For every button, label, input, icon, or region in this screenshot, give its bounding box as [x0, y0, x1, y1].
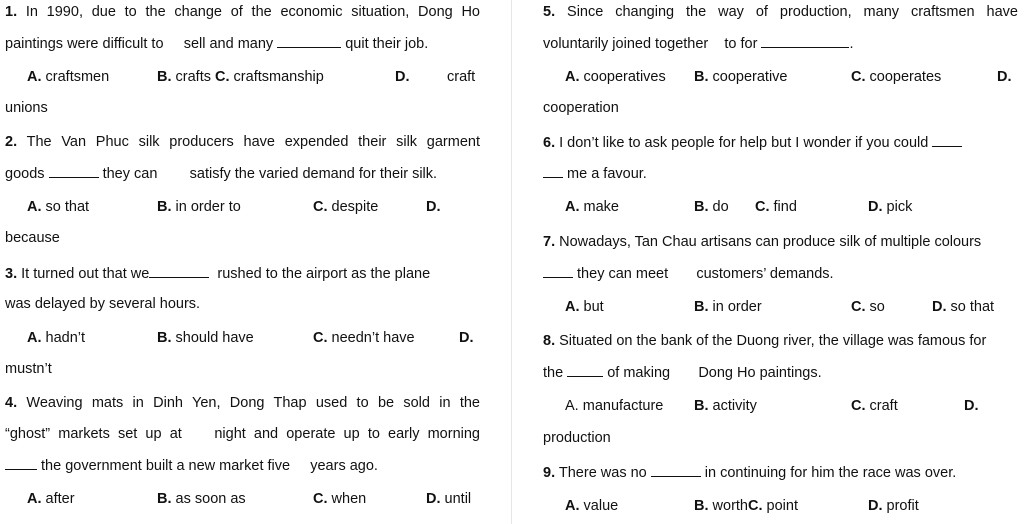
- question-6-line-2: [543, 163, 647, 183]
- option-d-wrap: unions: [5, 100, 48, 116]
- option-c: C. when: [313, 491, 367, 507]
- question-number: 2.: [5, 134, 18, 150]
- question-8-line-2: [543, 362, 822, 382]
- question-text: It turned out that we: [21, 266, 150, 282]
- answer-blank: [543, 263, 573, 278]
- option-d: D.: [459, 330, 474, 346]
- question-text: .: [849, 36, 854, 52]
- question-number: 9.: [543, 465, 556, 481]
- question-text: me a favour.: [567, 166, 647, 182]
- question-7-line-1: [543, 232, 981, 252]
- option-c: C. cooperates: [851, 69, 942, 85]
- answer-blank: [932, 132, 962, 147]
- question-text: years ago.: [310, 458, 378, 474]
- question-text: sell and many: [183, 36, 274, 52]
- question-4-line-2: [5, 424, 480, 444]
- option-c-text: craftsmanship: [233, 69, 324, 85]
- option-d: D. so that: [932, 299, 995, 315]
- question-text: Dong Ho paintings.: [698, 365, 822, 381]
- question-5-line-1: [543, 2, 1018, 22]
- question-number: 7.: [543, 234, 556, 250]
- question-text: in continuing for him the race was over.: [704, 465, 957, 481]
- question-text: paintings were difficult to: [5, 36, 164, 52]
- question-2-line-2: [5, 163, 437, 183]
- option-d: D.: [395, 69, 410, 85]
- option-b: B. do: [694, 199, 729, 215]
- question-text: goods: [5, 166, 45, 182]
- question-text: night and operate up to early morning: [214, 426, 480, 442]
- option-a: A. value: [565, 498, 619, 514]
- answer-blank: [149, 263, 209, 278]
- option-a: A. cooperatives: [565, 69, 666, 85]
- answer-blank: [49, 163, 99, 178]
- question-text: the government built a new market five: [41, 458, 291, 474]
- question-1-line-2: [5, 33, 428, 53]
- question-2-line-1: [5, 132, 480, 152]
- question-text: was delayed by several hours.: [5, 296, 201, 312]
- question-3-line-1: [5, 263, 430, 283]
- option-d-wrap: production: [543, 430, 611, 446]
- option-c-key: C.: [215, 69, 230, 85]
- answer-blank: [543, 163, 563, 178]
- question-text: I don’t like to ask people for help but I wonder if you could: [559, 135, 929, 151]
- question-5-line-2: [543, 33, 853, 53]
- option-d-wrap: because: [5, 230, 60, 246]
- question-text: to for: [724, 36, 758, 52]
- question-9-line-1: [543, 462, 956, 482]
- option-b: B. activity: [694, 398, 757, 414]
- option-d-wrap: mustn’t: [5, 361, 52, 377]
- question-text: satisfy the varied demand for their silk.: [189, 166, 438, 182]
- option-a: A. after: [27, 491, 75, 507]
- answer-blank: [651, 462, 701, 477]
- question-6-line-1: [543, 132, 962, 152]
- question-8-line-1: [543, 331, 986, 351]
- question-4-line-1: [5, 393, 480, 413]
- option-a: A. so that: [27, 199, 90, 215]
- option-d: D.: [997, 69, 1012, 85]
- option-a: A. manufacture: [565, 398, 664, 414]
- question-text: There was no: [558, 465, 647, 481]
- option-a: A. make: [565, 199, 619, 215]
- answer-blank: [5, 455, 37, 470]
- option-d: D. profit: [868, 498, 919, 514]
- question-text: of making: [607, 365, 671, 381]
- option-d-text: craft: [447, 69, 476, 85]
- option-c: C. so: [851, 299, 885, 315]
- question-text: Since changing the way of production, many craftsmen have: [567, 4, 1018, 20]
- question-text: Weaving mats in Dinh Yen, Dong Thap used to be sold in the: [26, 395, 480, 411]
- option-b: B. in order to: [157, 199, 241, 215]
- question-number: 5.: [543, 4, 556, 20]
- question-number: 8.: [543, 333, 556, 349]
- question-number: 4.: [5, 395, 18, 411]
- question-text: they can: [102, 166, 158, 182]
- option-c: C. find: [755, 199, 797, 215]
- option-b: B. cooperative: [694, 69, 788, 85]
- question-text: rushed to the airport as the plane: [217, 266, 431, 282]
- question-number: 6.: [543, 135, 556, 151]
- question-text: they can meet: [577, 266, 669, 282]
- question-text: voluntarily joined together: [543, 36, 709, 52]
- option-a: A. but: [565, 299, 604, 315]
- question-text: the: [543, 365, 564, 381]
- option-c-key: C.: [748, 498, 763, 514]
- answer-blank: [277, 33, 341, 48]
- question-text: Nowadays, Tan Chau artisans can produce silk of multiple colours: [559, 234, 982, 250]
- option-c: C. craft: [851, 398, 898, 414]
- option-b: B. crafts C. craftsmanship: [157, 69, 324, 85]
- option-d: D.: [426, 199, 441, 215]
- question-text: customers’ demands.: [696, 266, 834, 282]
- question-text: In 1990, due to the change of the economic situation, Dong Ho: [25, 4, 480, 20]
- option-b: B. worthC. point: [694, 498, 798, 514]
- question-text: The Van Phuc silk producers have expended their silk garment: [26, 134, 480, 150]
- option-a: A. hadn’t: [27, 330, 86, 346]
- option-d: D.: [964, 398, 979, 414]
- option-b: B. as soon as: [157, 491, 246, 507]
- question-7-line-2: [543, 263, 834, 283]
- option-c-text: point: [766, 498, 798, 514]
- option-a: A. craftsmen: [27, 69, 110, 85]
- option-d: D. pick: [868, 199, 913, 215]
- right-column: [512, 0, 1024, 524]
- option-b: B. should have: [157, 330, 254, 346]
- question-number: 1.: [5, 4, 18, 20]
- question-3-line-2: [5, 294, 200, 314]
- option-d: D. until: [426, 491, 472, 507]
- question-text: “ghost” markets set up at: [5, 426, 182, 442]
- question-1-line-1: [5, 2, 480, 22]
- question-text: quit their job.: [345, 36, 429, 52]
- answer-blank: [761, 33, 849, 48]
- question-text: Situated on the bank of the Duong river, the village was famous for: [559, 333, 987, 349]
- option-c: C. needn’t have: [313, 330, 415, 346]
- option-d-wrap: cooperation: [543, 100, 619, 116]
- answer-blank: [567, 362, 603, 377]
- question-number: 3.: [5, 266, 18, 282]
- option-c: C. despite: [313, 199, 379, 215]
- question-4-line-3: [5, 455, 378, 475]
- option-b: B. in order: [694, 299, 762, 315]
